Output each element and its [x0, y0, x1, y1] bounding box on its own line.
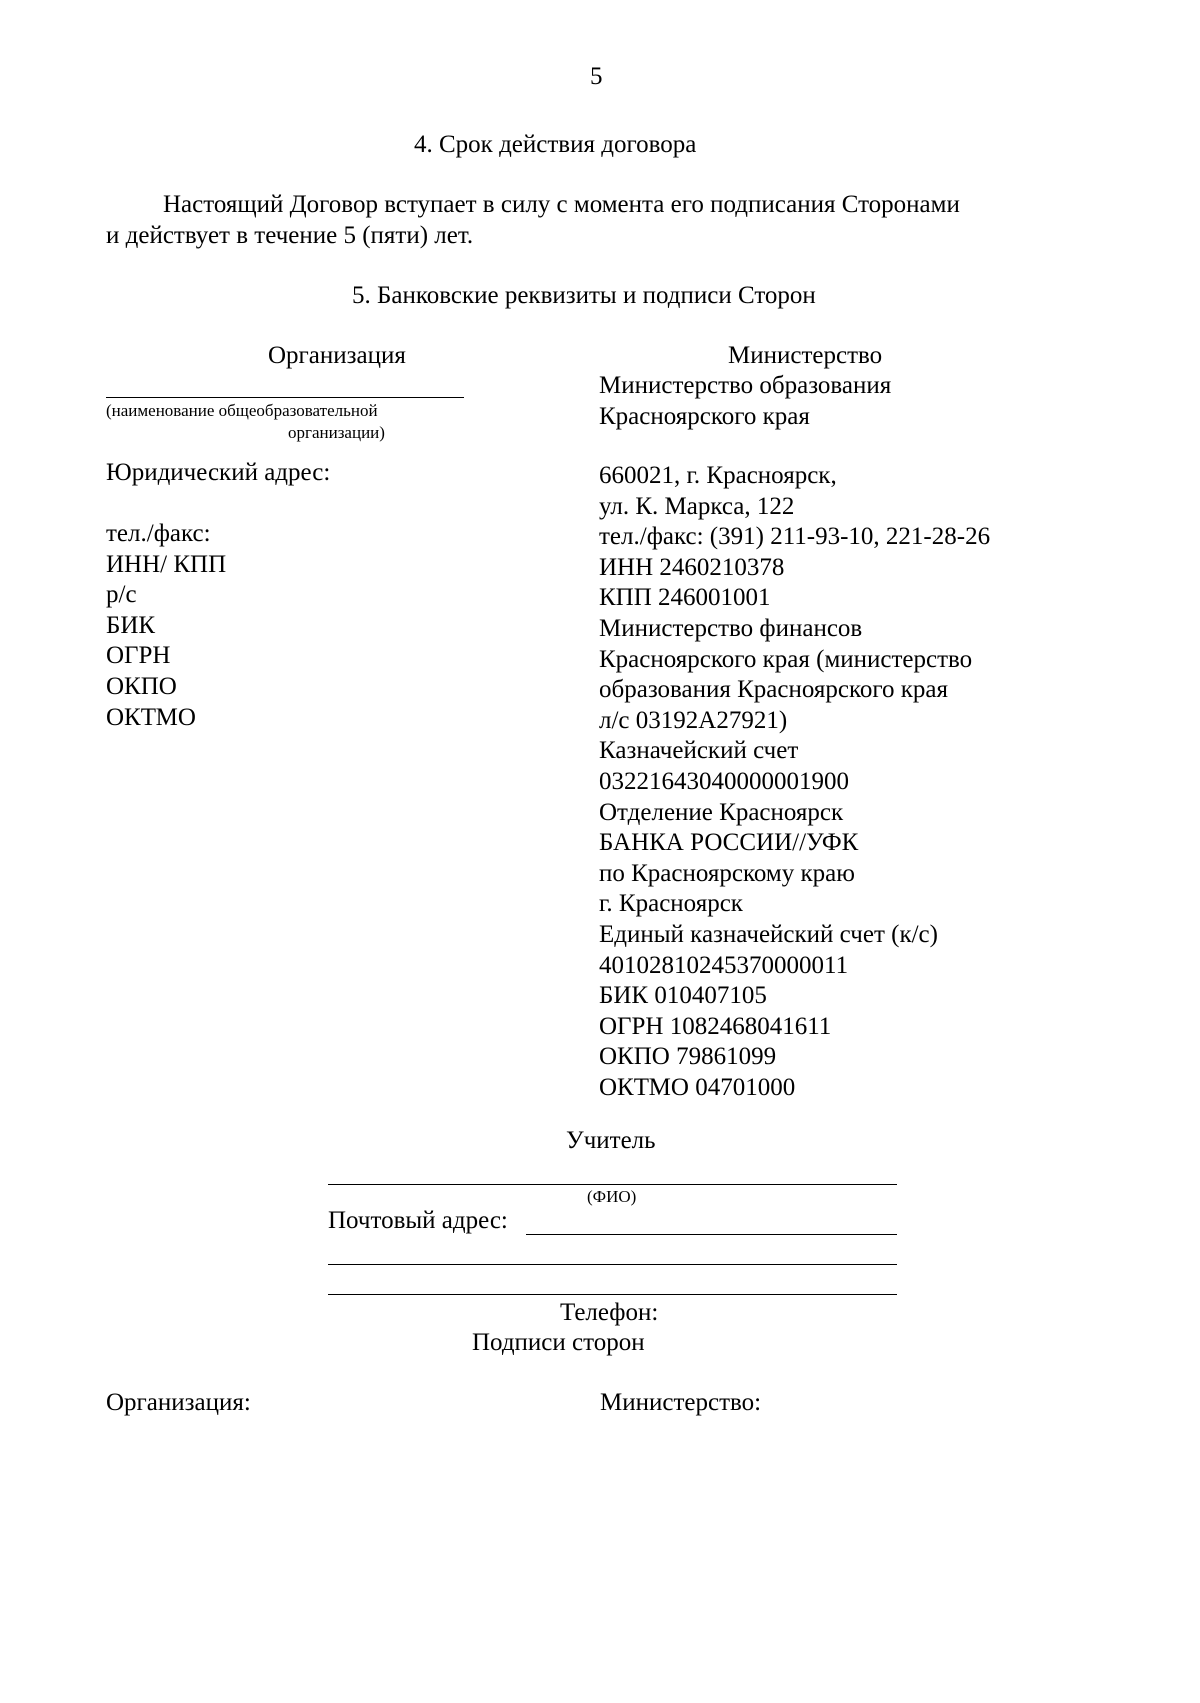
- org-field-account: р/с: [106, 581, 137, 609]
- ministry-detail-treasury-account: 03221643040000001900: [599, 767, 849, 795]
- section5-heading: 5. Банковские реквизиты и подписи Сторон: [352, 282, 816, 309]
- ministry-name-line2: Красноярского края: [599, 402, 810, 430]
- section4-paragraph-line2: и действует в течение 5 (пяти) лет.: [106, 222, 474, 249]
- ministry-name: [599, 371, 891, 432]
- section4-paragraph-line1: Настоящий Договор вступает в силу с момента его подписания Сторонами: [163, 191, 960, 218]
- ministry-detail-inn: ИНН 2460210378: [599, 553, 785, 581]
- teacher-postal-line1: [526, 1234, 897, 1235]
- organization-caption-line2: организации): [288, 423, 385, 442]
- teacher-phone-label: Телефон:: [560, 1299, 659, 1326]
- organization-heading: Организация: [268, 342, 406, 369]
- signature-organization-label: Организация:: [106, 1389, 251, 1416]
- ministry-detail-okpo: ОКПО 79861099: [599, 1043, 777, 1071]
- ministry-detail-minfin-3: образования Красноярского края: [599, 676, 948, 704]
- ministry-detail-oktmo: ОКТМО 04701000: [599, 1073, 796, 1101]
- page-number: 5: [590, 63, 603, 90]
- ministry-detail-minfin-2: Красноярского края (министерство: [599, 645, 973, 673]
- ministry-detail-bank-2: БАНКА РОССИИ//УФК: [599, 829, 859, 857]
- org-field-ogrn: ОГРН: [106, 642, 171, 670]
- ministry-detail-street: ул. К. Маркса, 122: [599, 492, 795, 520]
- teacher-fio-caption: (ФИО): [587, 1187, 637, 1206]
- organization-caption-line1: (наименование общеобразовательной: [106, 401, 378, 420]
- ministry-detail-minfin-1: Министерство финансов: [599, 614, 863, 642]
- ministry-detail-bank-3: по Красноярскому краю: [599, 859, 855, 887]
- org-field-inn-kpp: ИНН/ КПП: [106, 550, 227, 578]
- ministry-detail-bank-1: Отделение Красноярск: [599, 798, 844, 826]
- org-field-phone: тел./факс:: [106, 520, 211, 547]
- ministry-detail-ls: л/с 03192А27921): [599, 706, 788, 734]
- ministry-detail-unified-account: 40102810245370000011: [599, 951, 849, 979]
- ministry-details: [599, 461, 990, 1103]
- org-field-bik: БИК: [106, 611, 156, 639]
- ministry-detail-bank-city: г. Красноярск: [599, 890, 743, 918]
- section4-heading: 4. Срок действия договора: [414, 131, 697, 158]
- ministry-heading: Министерство: [728, 342, 883, 369]
- organization-legal-address-label: Юридический адрес:: [106, 459, 331, 486]
- ministry-detail-postcode: 660021, г. Красноярск,: [599, 462, 837, 489]
- ministry-detail-bik: БИК 010407105: [599, 982, 767, 1010]
- ministry-detail-treasury-label: Казначейский счет: [599, 737, 799, 765]
- teacher-postal-line2: [328, 1264, 897, 1265]
- ministry-detail-phone: тел./факс: (391) 211-93-10, 221-28-26: [599, 523, 991, 551]
- teacher-postal-label: Почтовый адрес:: [328, 1207, 508, 1234]
- teacher-postal-line3: [328, 1294, 897, 1295]
- ministry-detail-unified-label: Единый казначейский счет (к/с): [599, 920, 938, 948]
- ministry-detail-ogrn: ОГРН 1082468041611: [599, 1012, 832, 1040]
- signatures-heading: Подписи сторон: [472, 1329, 645, 1356]
- org-field-oktmo: ОКТМО: [106, 703, 196, 731]
- signature-ministry-label: Министерство:: [600, 1389, 762, 1416]
- organization-name-line: [106, 397, 464, 398]
- org-field-okpo: ОКПО: [106, 672, 177, 700]
- organization-fields: [106, 519, 226, 733]
- teacher-fio-line: [328, 1184, 897, 1185]
- ministry-detail-kpp: КПП 246001001: [599, 584, 771, 612]
- ministry-name-line1: Министерство образования: [599, 372, 892, 399]
- teacher-heading: Учитель: [566, 1127, 656, 1154]
